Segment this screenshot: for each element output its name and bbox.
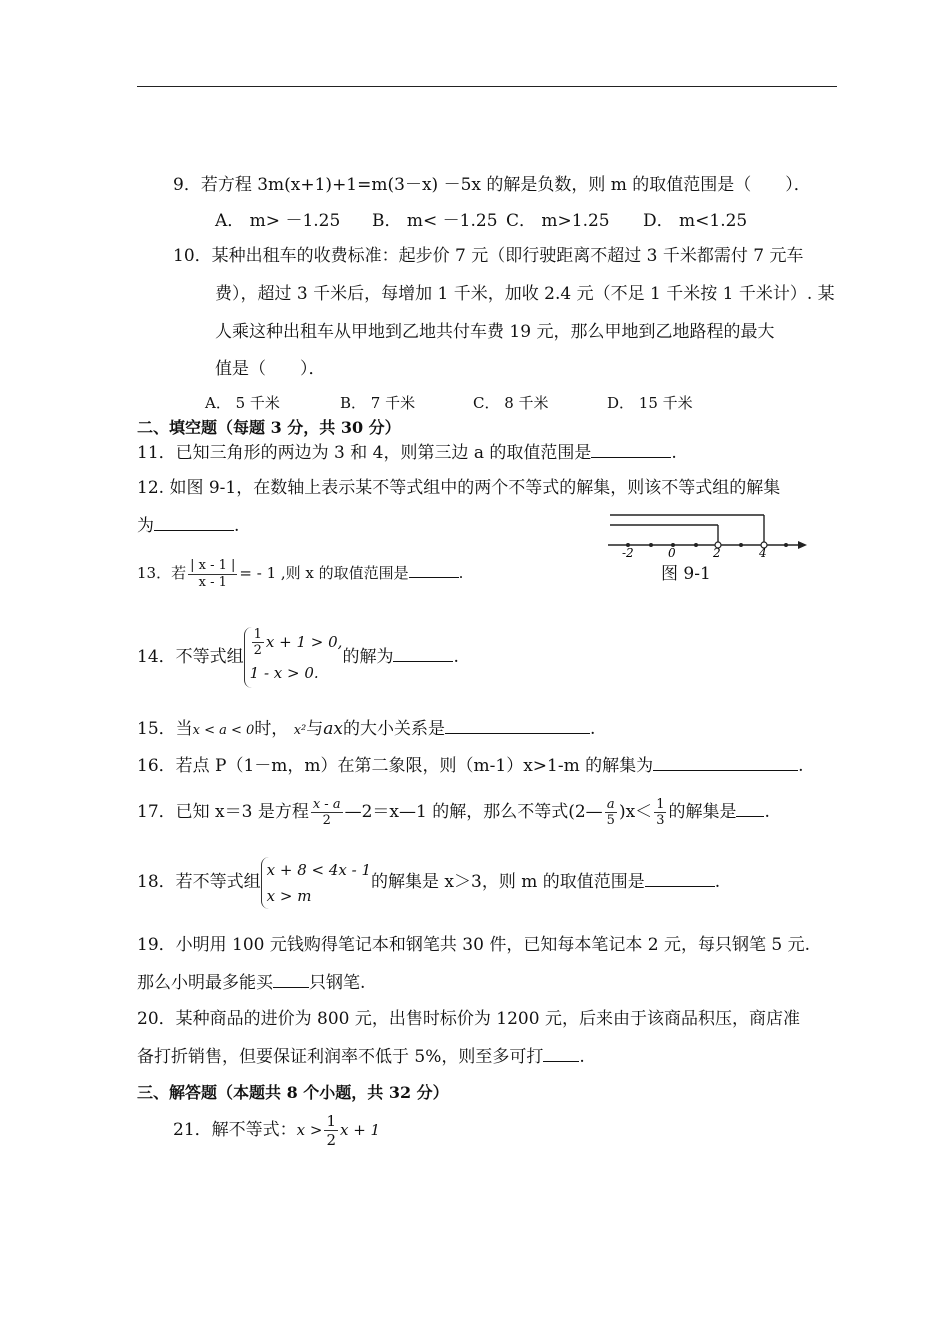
q10-choices: [205, 392, 693, 414]
q20-line2: [137, 1045, 585, 1068]
q17-mid3: 的解集是: [668, 802, 737, 822]
q15-blank: [445, 717, 590, 734]
q13-pre: 13．若: [137, 564, 187, 582]
q13-fraction: [188, 558, 237, 590]
q13-end: .: [458, 564, 464, 582]
q11-text: 11．已知三角形的两边为 3 和 4，则第三边 a 的取值范围是: [137, 443, 592, 463]
q18-end: .: [714, 872, 721, 892]
q21-den: 2: [326, 1131, 336, 1149]
q16-blank: [653, 754, 798, 771]
q10-choice-d: D． 15 千米: [607, 394, 693, 412]
q10-choice-b: B． 7 千米: [340, 394, 416, 412]
q13-num: | x - 1 |: [190, 558, 236, 573]
q14-pre: 14．不等式组: [137, 647, 244, 667]
tick-label: 2: [713, 546, 721, 558]
axis-arrow-icon: [798, 541, 807, 549]
q18-row1: x + 8 < 4x - 1: [266, 860, 372, 879]
q9-choice-d: D． m<1.25: [643, 211, 748, 231]
number-line-figure: [600, 508, 815, 558]
tick-dot: [784, 543, 788, 547]
q13: [137, 553, 463, 593]
q18-mid: 的解集是 x＞3，则 m 的取值范围是: [371, 872, 645, 892]
q14-row1: [250, 627, 343, 659]
q19-line2-end: 只钢笔.: [309, 973, 366, 993]
tick-dot: [739, 543, 743, 547]
q17-den: 2: [322, 813, 331, 828]
q21-fraction: [324, 1112, 338, 1149]
q10-choice-a: A． 5 千米: [205, 394, 280, 412]
q9-stem: 9．若方程 3m(x+1)+1=m(3－x) －5x 的解是负数，则 m 的取值范围是（ ）．: [173, 175, 811, 195]
q14-end: .: [453, 647, 459, 667]
section3-heading: 三、解答题（本题共 8 个小题，共 32 分）: [137, 1083, 449, 1102]
q14-row1-tail: x + 1 > 0,: [265, 632, 343, 651]
q15-condition: x < a < 0: [192, 723, 255, 738]
q14-system: [244, 627, 343, 689]
q10-line3: 人乘这种出租车从甲地到乙地共付车费 19 元，那么甲地到乙地路程的最大: [215, 322, 775, 342]
q20-line2-text: 备打折销售，但要保证利润率不低于 5%，则至多可打: [137, 1047, 544, 1067]
q19-line2: [137, 971, 365, 994]
q9-choice-a: A． m> －1.25: [215, 211, 341, 231]
q12-line2: [137, 514, 239, 537]
tick-label: 4: [759, 546, 767, 558]
header-rule: [137, 86, 837, 87]
q11-end: .: [671, 443, 677, 463]
q20-blank: [543, 1045, 579, 1062]
q15: [137, 717, 595, 742]
q17-num: x - a: [312, 797, 341, 812]
section2-heading: 二、填空题（每题 3 分，共 30 分）: [137, 418, 401, 437]
q14-half-num: 1: [253, 627, 262, 643]
q10-line1: 10．某种出租车的收费标准：起步价 7 元（即行驶距离不超过 3 千米都需付 7 元车: [173, 246, 804, 266]
tick-dot: [649, 543, 653, 547]
q21-pre: 21．解不等式：: [173, 1120, 297, 1140]
q15-mid2: 与: [306, 719, 324, 739]
q20-line1: 20．某种商品的进价为 800 元，出售时标价为 1200 元，后来由于该商品积压，商店准: [137, 1009, 800, 1029]
q14-half: [252, 627, 264, 658]
q17-a-num: a: [605, 797, 617, 813]
q16-end: .: [798, 756, 804, 776]
q9-choice-c: C． m>1.25: [506, 211, 610, 231]
q21-num: 1: [326, 1112, 336, 1130]
q17-t-den: 3: [656, 813, 665, 828]
q18-pre: 18．若不等式组: [137, 872, 261, 892]
q13-mid: = - 1 ,则 x 的取值范围是: [239, 564, 409, 582]
q9-choice-b: B． m< －1.25: [372, 211, 498, 231]
q14-half-den: 2: [253, 643, 262, 659]
q15-mid1: 时，: [254, 719, 289, 739]
q15-mid3: 的大小关系是: [343, 719, 445, 739]
q11-blank: [591, 441, 671, 458]
q15-ax: ax: [323, 719, 343, 739]
q17-pre: 17．已知 x＝3 是方程: [137, 802, 309, 822]
q10-choice-c: C． 8 千米: [473, 394, 549, 412]
tick-dot: [694, 543, 698, 547]
q16: [137, 754, 804, 777]
q18-system: [261, 857, 371, 909]
q17-fraction-third: [654, 797, 666, 828]
q18-blank: [645, 870, 715, 887]
q17-fraction-a: [605, 797, 617, 828]
q12-blank: [154, 514, 234, 531]
q9-choices: [215, 210, 747, 232]
q14-row2: 1 - x > 0.: [249, 664, 319, 683]
q11: [137, 441, 677, 464]
q14: [137, 617, 459, 697]
figure-caption: 图 9-1: [661, 564, 711, 584]
q12-end: .: [234, 516, 240, 536]
tick-label: 0: [668, 546, 676, 558]
q19-line1: 19．小明用 100 元钱购得笔记本和钢笔共 30 件，已知每本笔记本 2 元，每只钢笔 5 元.: [137, 935, 810, 955]
q17-fraction-main: [311, 797, 343, 828]
q10-line4: 值是（ ）．: [215, 359, 326, 379]
q21-rhs: x + 1: [339, 1121, 381, 1139]
q18: [137, 852, 720, 912]
q19-blank: [273, 971, 309, 988]
q16-text: 16．若点 P（1－m，m）在第二象限，则（m-1）x>1-m 的解集为: [137, 756, 654, 776]
q17-mid2: )x＜: [618, 802, 653, 822]
q17-blank: [736, 800, 764, 817]
q17-mid1: —2＝x—1 的解，那么不等式(2—: [344, 802, 603, 822]
q17-t-num: 1: [656, 797, 665, 812]
q17: [137, 792, 770, 832]
q12-line2-text: 为: [137, 516, 154, 536]
q10-line2: 费），超过 3 千米后，每增加 1 千米，加收 2.4 元（不足 1 千米按 1 千米计）. 某: [215, 284, 835, 304]
q12-line1: 12. 如图 9-1，在数轴上表示某不等式组中的两个不等式的解集，则该不等式组的解集: [137, 478, 781, 498]
tick-label: -2: [622, 546, 634, 558]
q21-lhs: x >: [296, 1121, 323, 1139]
q15-end: .: [590, 719, 596, 739]
q19-line2-text: 那么小明最多能买: [137, 973, 273, 993]
q18-row2: x > m: [266, 886, 312, 905]
q13-blank: [409, 561, 459, 578]
q21: [173, 1108, 380, 1152]
q17-end: .: [764, 802, 770, 822]
q14-blank: [393, 645, 453, 662]
q20-end: .: [579, 1047, 585, 1067]
q17-a-den: 5: [606, 813, 615, 828]
q15-x-squared: x²: [293, 723, 307, 738]
q15-pre: 15．当: [137, 719, 193, 739]
q14-mid: 的解为: [342, 647, 394, 667]
q13-den: x - 1: [188, 574, 237, 590]
